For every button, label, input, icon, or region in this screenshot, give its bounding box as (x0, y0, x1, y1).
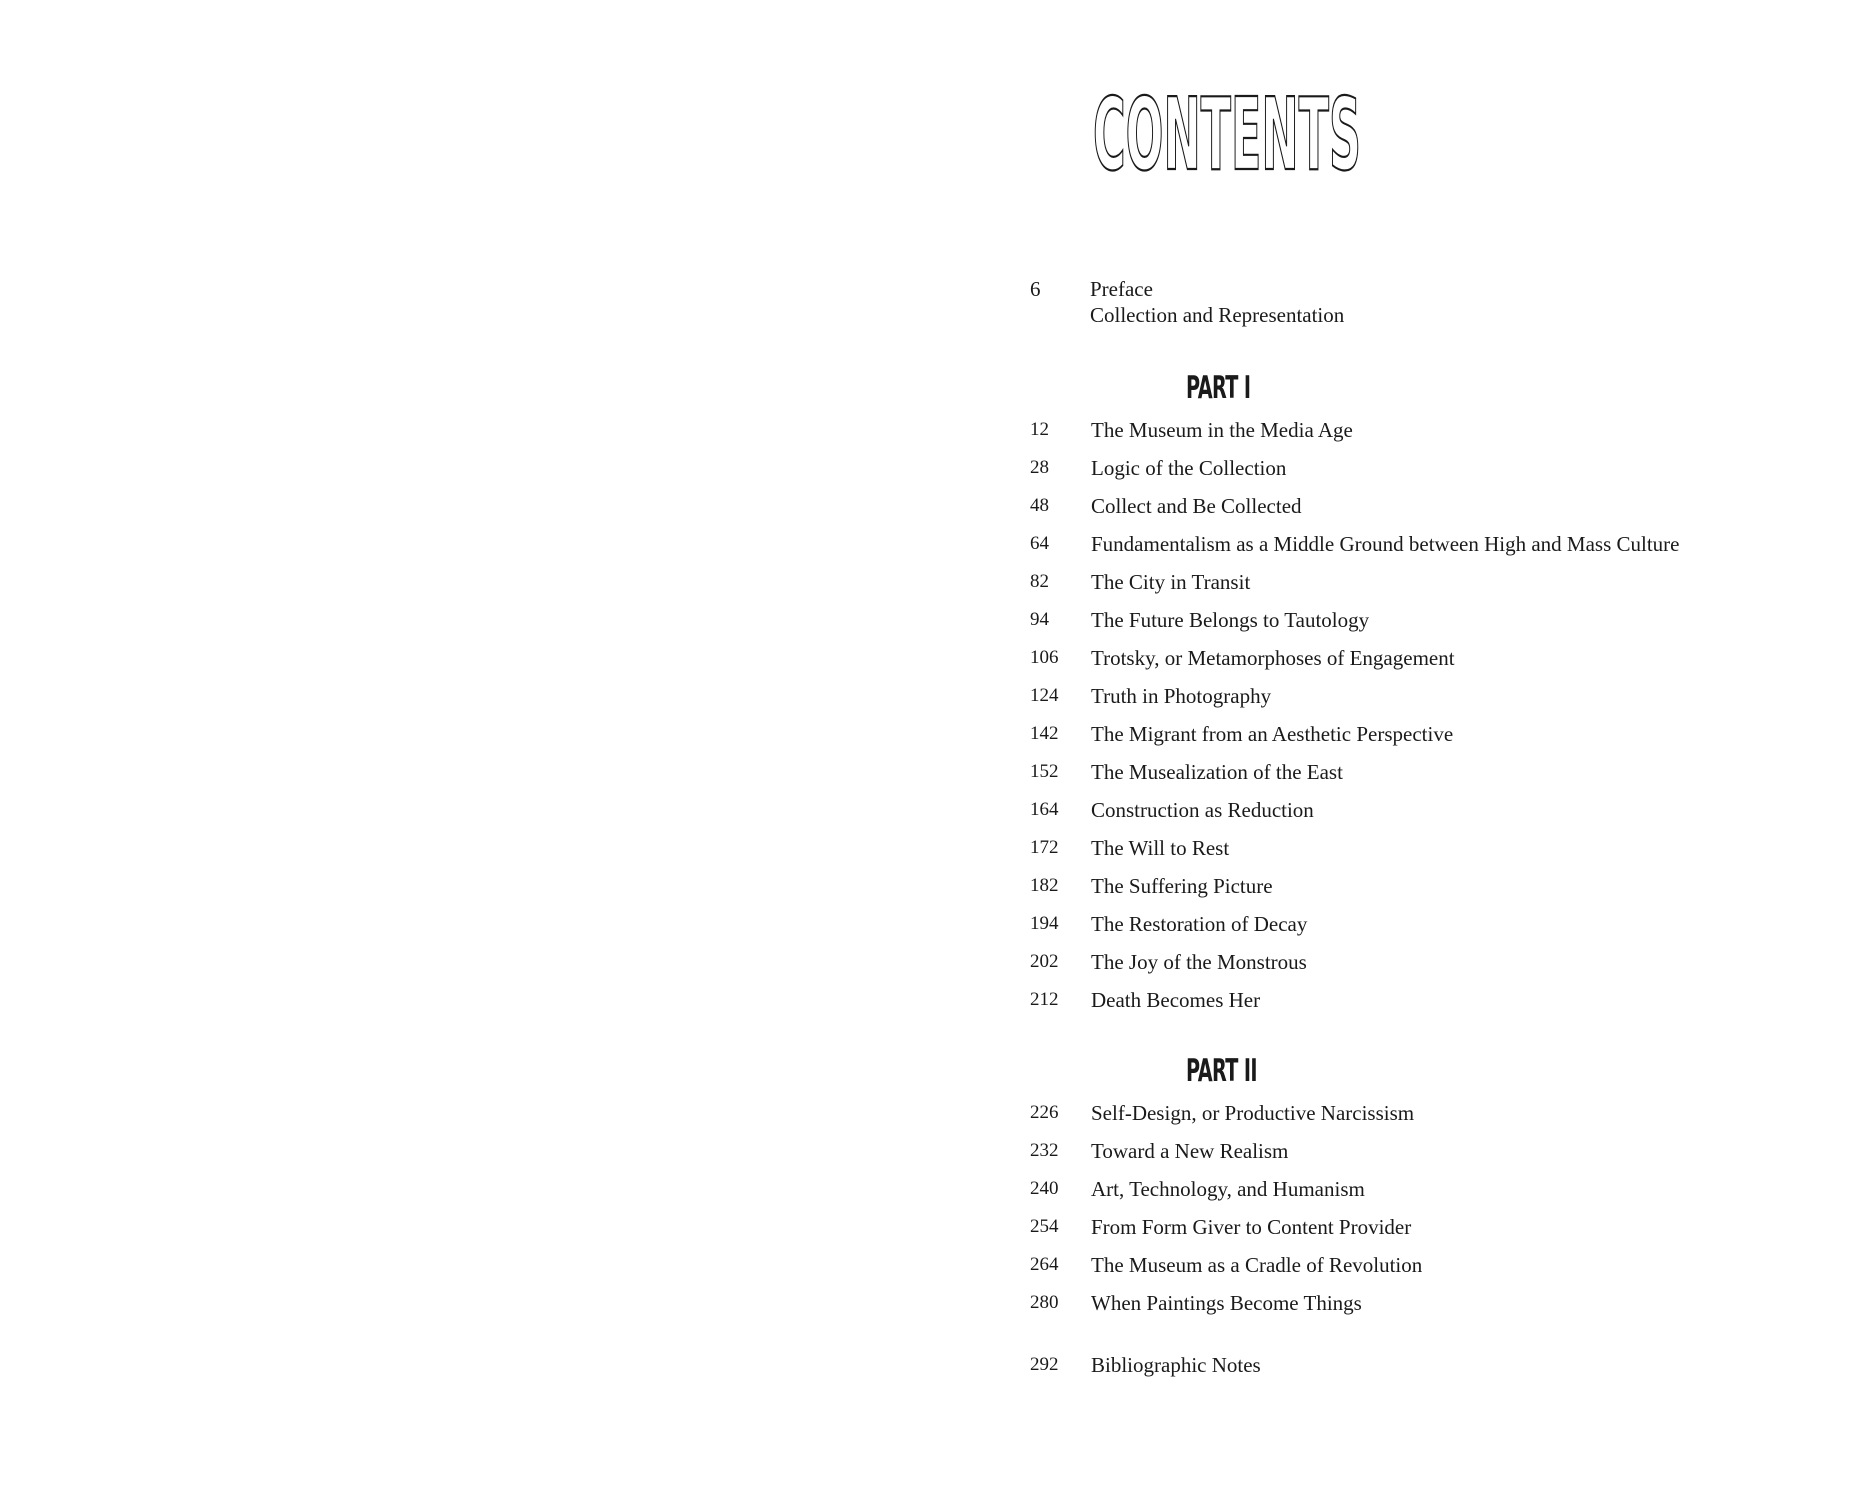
preface-page-number: 6 (1030, 277, 1041, 301)
toc-page-number: 226 (1030, 1102, 1059, 1123)
toc-page-number: 254 (1030, 1216, 1059, 1237)
notes-title: Bibliographic Notes (1091, 1353, 1261, 1377)
toc-page-number: 82 (1030, 571, 1049, 592)
toc-title: The Suffering Picture (1091, 874, 1273, 898)
toc-title: The City in Transit (1091, 570, 1251, 594)
toc-page-number: 142 (1030, 723, 1059, 744)
contents-title (1093, 72, 1363, 193)
toc-title: The Future Belongs to Tautology (1091, 608, 1370, 632)
part-two-heading: PART II (1186, 1053, 1257, 1089)
toc-page-number: 124 (1030, 685, 1059, 706)
toc-title: The Will to Rest (1091, 836, 1230, 860)
toc-page-number: 64 (1030, 533, 1049, 554)
toc-page-number: 106 (1030, 647, 1059, 668)
toc-page-number: 212 (1030, 989, 1059, 1010)
toc-title: The Museum as a Cradle of Revolution (1091, 1253, 1423, 1277)
toc-title: Self-Design, or Productive Narcissism (1091, 1101, 1415, 1125)
blank-left-page (0, 0, 928, 1500)
toc-title: The Migrant from an Aesthetic Perspective (1091, 722, 1454, 746)
toc-title: Fundamentalism as a Middle Ground between High and Mass Culture (1091, 532, 1680, 556)
toc-page-number: 240 (1030, 1178, 1059, 1199)
toc-page-number: 280 (1030, 1292, 1059, 1313)
toc-title: From Form Giver to Content Provider (1091, 1215, 1412, 1239)
toc-page-number: 182 (1030, 875, 1059, 896)
toc-page-number: 232 (1030, 1140, 1059, 1161)
toc-title: The Museum in the Media Age (1091, 418, 1353, 442)
toc-title: Toward a New Realism (1091, 1139, 1289, 1163)
toc-page-number: 264 (1030, 1254, 1059, 1275)
toc-title: Truth in Photography (1091, 684, 1272, 708)
toc-title: Construction as Reduction (1091, 798, 1314, 822)
preface-subtitle: Collection and Representation (1090, 303, 1345, 327)
toc-title: When Paintings Become Things (1091, 1291, 1362, 1315)
toc-page-number: 172 (1030, 837, 1059, 858)
toc-title: The Joy of the Monstrous (1091, 950, 1307, 974)
toc-page-number: 12 (1030, 419, 1049, 440)
toc-page-number: 202 (1030, 951, 1059, 972)
toc-title: Collect and Be Collected (1091, 494, 1302, 518)
toc-page-number: 194 (1030, 913, 1059, 934)
toc-page-number: 94 (1030, 609, 1049, 630)
toc-page-number: 152 (1030, 761, 1059, 782)
toc-page-number: 28 (1030, 457, 1049, 478)
toc-title: The Restoration of Decay (1091, 912, 1308, 936)
toc-title: Trotsky, or Metamorphoses of Engagement (1091, 646, 1455, 670)
contents-title-text: CONTENTS (1093, 76, 1361, 193)
toc-title: Logic of the Collection (1091, 456, 1287, 480)
toc-page-number: 48 (1030, 495, 1049, 516)
toc-page-number: 164 (1030, 799, 1059, 820)
toc-title: Art, Technology, and Humanism (1091, 1177, 1365, 1201)
preface-title: Preface (1090, 277, 1153, 301)
toc-title: Death Becomes Her (1091, 988, 1261, 1012)
part-one-heading: PART I (1186, 370, 1251, 406)
toc-title: The Musealization of the East (1091, 760, 1343, 784)
notes-page-number: 292 (1030, 1354, 1059, 1375)
